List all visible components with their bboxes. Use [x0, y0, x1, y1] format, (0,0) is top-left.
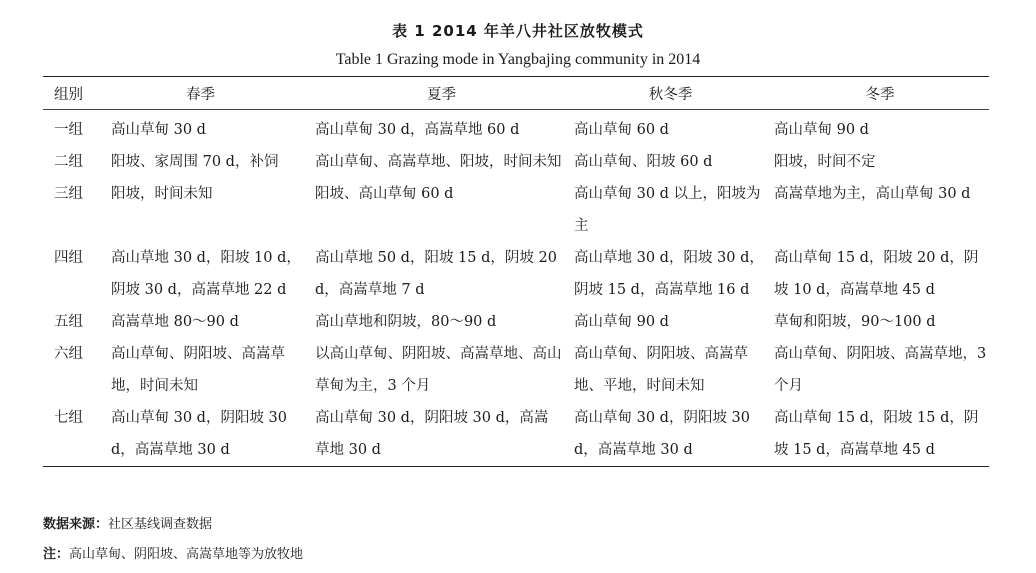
table-row — [43, 402, 989, 467]
cell-summer: 高山草甸 30 d，阴阳坡 30 d，高嵩草地 30 d — [315, 410, 549, 458]
table-row — [43, 110, 989, 147]
cell-spring: 高山草甸 30 d — [111, 122, 206, 138]
table-title-cn: 表 1 2014 年羊八井社区放牧模式 — [392, 22, 644, 40]
cell-spring: 高嵩草地 80～90 d — [111, 314, 239, 330]
cell-summer: 高山草甸 30 d，高嵩草地 60 d — [315, 122, 520, 138]
cell-autumn-winter: 高山草地 30 d，阳坡 30 d，阴坡 15 d，高嵩草地 16 d — [574, 250, 764, 298]
header-spring: 春季 — [186, 86, 215, 103]
cell-winter: 高山草甸 15 d，阳坡 20 d，阴坡 10 d，高嵩草地 45 d — [774, 250, 979, 298]
cell-spring: 阳坡，时间未知 — [111, 186, 213, 202]
cell-summer: 高山草地和阴坡，80～90 d — [315, 314, 497, 330]
cell-group: 五组 — [54, 314, 83, 330]
table-body — [43, 110, 989, 467]
cell-spring: 阳坡、家周围 70 d，补饲 — [111, 154, 279, 170]
cell-autumn-winter: 高山草甸、阴阳坡、高嵩草地、平地，时间未知 — [574, 346, 748, 394]
table-header — [43, 77, 989, 110]
cell-group: 二组 — [54, 154, 83, 170]
header-winter: 冬季 — [865, 86, 895, 103]
header-summer: 夏季 — [427, 86, 456, 103]
cell-summer: 高山草地 50 d，阳坡 15 d，阴坡 20 d，高嵩草地 7 d — [315, 250, 557, 298]
cell-winter: 高嵩草地为主，高山草甸 30 d — [774, 186, 971, 202]
cell-summer: 以高山草甸、阴阳坡、高嵩草地、高山草甸为主，3 个月 — [315, 346, 562, 394]
header-autumn-winter: 秋冬季 — [648, 86, 693, 103]
cell-summer: 高山草甸、高嵩草地、阳坡，时间未知 — [315, 154, 562, 170]
data-source-text: 社区基线调查数据 — [108, 517, 213, 532]
table-title-en: Table 1 Grazing mode in Yangbajing community in 2014 — [335, 51, 701, 68]
cell-summer: 阳坡、高山草甸 60 d — [315, 186, 454, 202]
cell-group: 一组 — [54, 122, 83, 138]
footnote-text: 高山草甸、阴阳坡、高嵩草地等为放牧地 — [69, 547, 304, 562]
cell-spring: 高山草地 30 d，阳坡 10 d，阴坡 30 d，高嵩草地 22 d — [111, 250, 301, 298]
cell-autumn-winter: 高山草甸、阳坡 60 d — [574, 154, 713, 170]
table-row — [43, 306, 989, 338]
data-source-label: 数据来源： — [43, 517, 109, 532]
cell-spring: 高山草甸 30 d，阴阳坡 30 d，高嵩草地 30 d — [111, 410, 288, 458]
cell-winter: 高山草甸 90 d — [774, 122, 869, 138]
grazing-mode-table — [43, 76, 989, 467]
cell-autumn-winter: 高山草甸 30 d，阴阳坡 30 d，高嵩草地 30 d — [574, 410, 751, 458]
table-row — [43, 242, 989, 306]
cell-group: 七组 — [54, 410, 83, 426]
table-row — [43, 178, 989, 242]
cell-winter: 高山草甸 15 d，阳坡 15 d，阴坡 15 d，高嵩草地 45 d — [774, 410, 979, 458]
header-row — [43, 77, 989, 110]
cell-autumn-winter: 高山草甸 60 d — [574, 122, 669, 138]
cell-autumn-winter: 高山草甸 30 d 以上，阳坡为主 — [574, 186, 761, 234]
cell-winter: 阳坡，时间不定 — [774, 154, 876, 170]
cell-winter: 草甸和阳坡，90～100 d — [774, 314, 936, 330]
table-row — [43, 338, 989, 402]
cell-spring: 高山草甸、阴阳坡、高嵩草地，时间未知 — [111, 346, 285, 394]
cell-group: 三组 — [54, 186, 83, 202]
footnote-label: 注： — [43, 547, 70, 562]
cell-group: 六组 — [54, 346, 83, 362]
cell-group: 四组 — [54, 250, 83, 266]
data-source-note — [43, 513, 212, 532]
footnote — [43, 543, 303, 562]
cell-winter: 高山草甸、阴阳坡、高嵩草地，3 个月 — [774, 346, 987, 394]
cell-autumn-winter: 高山草甸 90 d — [574, 314, 669, 330]
header-group: 组别 — [54, 86, 83, 103]
table-row — [43, 146, 989, 178]
